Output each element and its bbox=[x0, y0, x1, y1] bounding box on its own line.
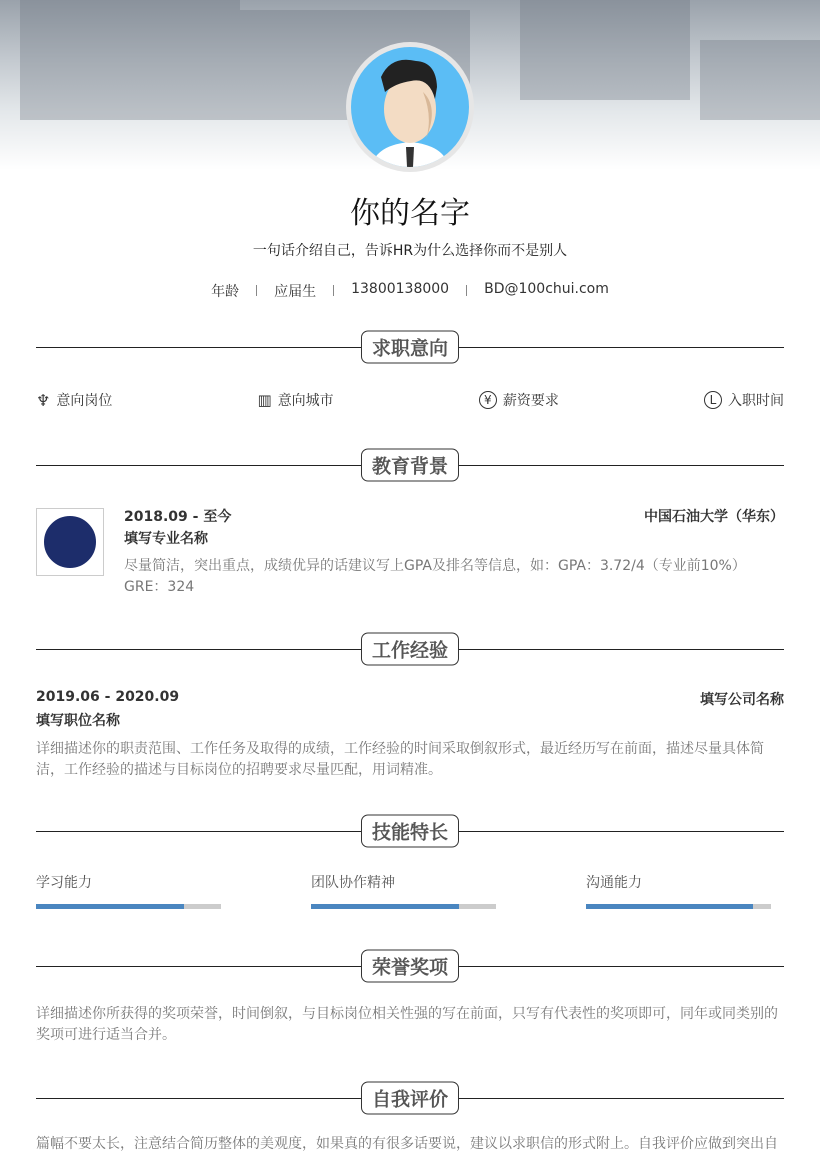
self-description: 篇幅不要太长，注意结合简历整体的美观度，如果真的有很多话要说，建议以求职信的形式附上。自我评价应做到突出自 bbox=[36, 1136, 778, 1152]
section-title: 自我评价 bbox=[361, 1082, 459, 1115]
work-position: 填写职位名称 bbox=[36, 713, 120, 729]
edu-period: 2018.09 - 至今 bbox=[124, 509, 232, 525]
section-honors bbox=[36, 956, 784, 979]
skill-label: 团队协作精神 bbox=[311, 875, 395, 891]
skill-bar-fill bbox=[36, 904, 184, 909]
skill-item bbox=[586, 872, 771, 909]
honors-description: 详细描述你所获得的奖项荣誉，时间倒叙，与目标岗位相关性强的写在前面，只写有代表性的奖项即可，同年或同类别的奖项可进行适当合并。 bbox=[36, 1006, 778, 1043]
basic-info bbox=[0, 281, 820, 301]
intent-city bbox=[258, 390, 334, 410]
divider bbox=[333, 285, 334, 296]
intent-label: 意向城市 bbox=[277, 393, 334, 409]
yen-icon: ¥ bbox=[479, 391, 497, 409]
section-self bbox=[36, 1088, 784, 1111]
section-title: 技能特长 bbox=[361, 815, 459, 848]
skill-label: 学习能力 bbox=[36, 875, 92, 891]
skill-bar-fill bbox=[586, 904, 753, 909]
work-company: 填写公司名称 bbox=[700, 692, 784, 708]
section-skills bbox=[36, 821, 784, 844]
edu-school: 中国石油大学（华东） bbox=[644, 509, 784, 525]
section-title: 工作经验 bbox=[361, 633, 459, 666]
candidate-name: 你的名字 bbox=[350, 196, 470, 231]
intent-label: 薪资要求 bbox=[502, 393, 559, 409]
tie-icon: ♆ bbox=[36, 390, 51, 410]
intent-label: 意向岗位 bbox=[56, 393, 113, 409]
skill-item bbox=[36, 872, 221, 909]
intent-position bbox=[36, 390, 112, 410]
info-status: 应届生 bbox=[274, 284, 317, 300]
info-phone: 13800138000 bbox=[351, 281, 450, 297]
work-period: 2019.06 - 2020.09 bbox=[36, 689, 180, 705]
skill-bar-fill bbox=[311, 904, 459, 909]
avatar bbox=[346, 42, 474, 172]
intent-start-time bbox=[704, 390, 784, 410]
section-intent bbox=[36, 337, 784, 360]
edu-description: 尽量简洁，突出重点，成绩优异的话建议写上GPA及排名等信息，如：GPA：3.72/4（专业前10%） GRE：324 bbox=[124, 558, 746, 595]
section-work bbox=[36, 639, 784, 662]
clock-icon: L bbox=[704, 391, 722, 409]
work-description: 详细描述你的职责范围、工作任务及取得的成绩，工作经验的时间采取倒叙形式，最近经历写在前面，描述尽量具体简洁，工作经验的描述与目标岗位的招聘要求尽量匹配，用词精准。 bbox=[36, 741, 764, 778]
info-email: BD@100chui.com bbox=[484, 281, 609, 297]
section-title: 教育背景 bbox=[361, 449, 459, 482]
intent-row bbox=[36, 390, 784, 410]
intent-salary bbox=[479, 390, 559, 410]
skill-bar bbox=[586, 904, 771, 909]
skill-item bbox=[311, 872, 496, 909]
intent-label: 入职时间 bbox=[728, 393, 784, 409]
building-icon: ▥ bbox=[257, 391, 272, 409]
skill-bar bbox=[311, 904, 496, 909]
slogan: 一句话介绍自己，告诉HR为什么选择你而不是别人 bbox=[252, 243, 568, 259]
section-title: 荣誉奖项 bbox=[361, 950, 459, 983]
avatar-illustration bbox=[351, 47, 469, 167]
divider bbox=[466, 285, 467, 296]
section-title: 求职意向 bbox=[361, 331, 459, 364]
section-education bbox=[36, 455, 784, 478]
skill-label: 沟通能力 bbox=[586, 875, 642, 891]
skill-bar bbox=[36, 904, 221, 909]
edu-major: 填写专业名称 bbox=[124, 531, 208, 547]
info-age: 年龄 bbox=[211, 284, 240, 300]
school-logo bbox=[36, 508, 104, 576]
divider bbox=[256, 285, 257, 296]
